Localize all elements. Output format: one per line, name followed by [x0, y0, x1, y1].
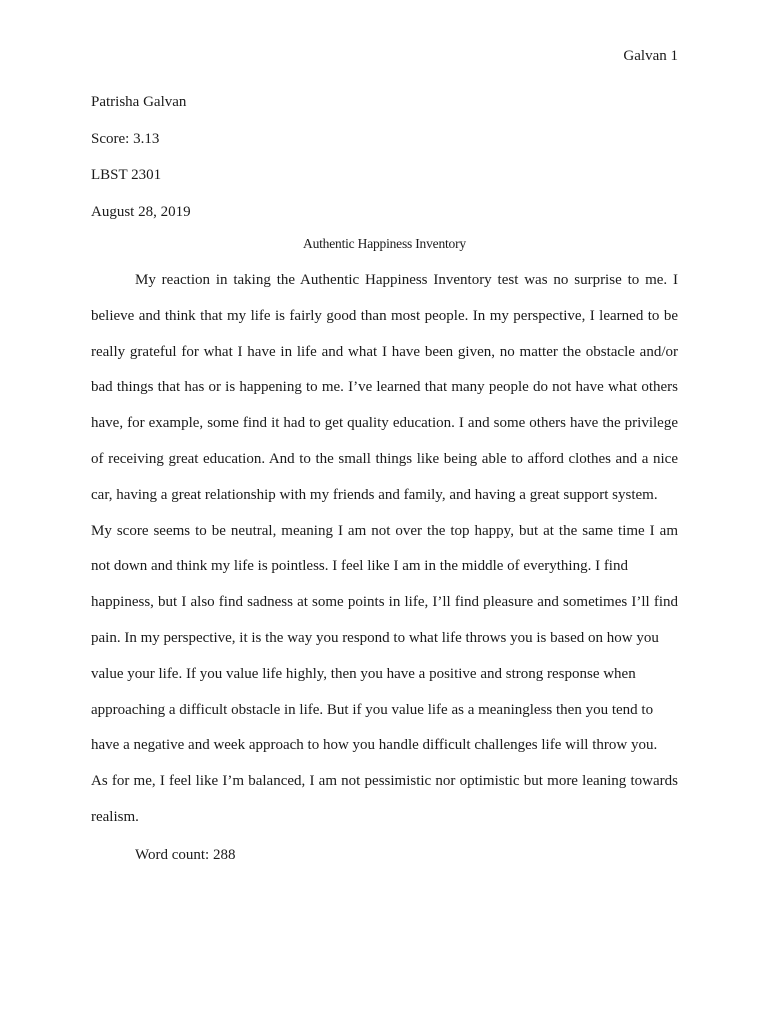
body-paragraph [91, 270, 678, 843]
body-line: happiness, but I also find sadness at some points in life, I’ll find pleasure and sometimes I’ll find [91, 594, 678, 611]
body-line: My reaction in taking the Authentic Happiness Inventory test was no surprise to me. I [135, 272, 678, 288]
body-line: My score seems to be neutral, meaning I am not over the top happy, but at the same time I am [91, 522, 678, 539]
author-name: Patrisha Galvan [91, 94, 187, 110]
body-line: As for me, I feel like I’m balanced, I am not pessimistic nor optimistic but more leaning towards [91, 773, 678, 790]
body-line: approaching a difficult obstacle in life. But if you value life as a meaningless then you tend to [91, 701, 654, 718]
mla-heading [91, 92, 681, 238]
running-head: Galvan 1 [623, 48, 678, 64]
body-line: realism. [91, 808, 139, 825]
body-line: bad things that has or is happening to me. I’ve learned that many people do not have what others [91, 379, 678, 396]
body-line: value your life. If you value life highly, then you have a positive and strong response when [91, 665, 636, 682]
word-count: Word count: 288 [135, 847, 236, 863]
body-line: pain. In my perspective, it is the way you respond to what life throws you is based on how you [91, 629, 659, 646]
body-line: not down and think my life is pointless. I feel like I am in the middle of everything. I find [91, 558, 628, 575]
body-line: car, having a great relationship with my friends and family, and having a great support system. [91, 486, 658, 503]
course-line: LBST 2301 [91, 167, 162, 183]
body-line: believe and think that my life is fairly good than most people. In my perspective, I learned to be [91, 307, 678, 324]
body-line: have, for example, some find it had to get quality education. I and some others have the privilege [91, 415, 678, 432]
body-line: have a negative and week approach to how you handle difficult challenges life will throw you. [91, 737, 658, 754]
body-line: of receiving great education. And to the small things like being able to afford clothes and a nice [91, 450, 678, 467]
body-line: really grateful for what I have in life and what I have been given, no matter the obstacle and/or [91, 343, 678, 360]
document-title: Authentic Happiness Inventory [303, 236, 466, 251]
score-line: Score: 3.13 [91, 130, 160, 147]
date-line: August 28, 2019 [91, 203, 191, 220]
